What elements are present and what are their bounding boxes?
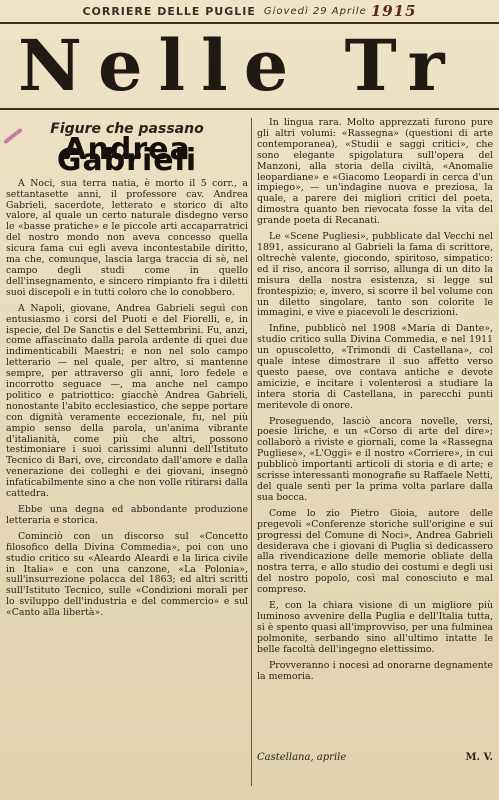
column-divider: [251, 118, 252, 786]
issue-date: Giovedì 29 Aprile: [263, 5, 367, 17]
signature-initials: M. V.: [465, 752, 493, 763]
article-paragraph: Infine, pubblicò nel 1908 «Maria di Dante», studio critico sulla Divina Commedia, e nel 1911 un opuscoletto, «Trimondi di Castellana», col quale intese dimostrare il suo affetto verso questo paese, ove contava antiche e devote amicizie, e incitare i volenterosi a studiare la intera storia di Castellana, in parecchi punti meritevole di onore.: [257, 323, 493, 411]
handwritten-year: 1915: [370, 2, 417, 20]
section-rule: [0, 108, 499, 110]
article-paragraph: A Napoli, giovane, Andrea Gabrieli seguì con entusiasmo i corsi del Puoti e del Fiorelli, e, in ispecie, del De Sanctis e del Settembrini. Fu, anzi, come affascinato dalla parola ardente di quei due indimenticabili Maestri; e non nel solo campo letterario — nel quale, per altro, si mantenne sempre, per attraverso gli anni, loro fedele e incorrotto seguace —, ma anche nel campo politico e patriottico: giacchè Andrea Gabrieli, nonostante l'abito ecclesiastico, che seppe portare con dignità veramente eccezionale, fu, nel più ampio senso della parola, un'anima vibrante d'italianità, come più che altri, possono testimoniare i suoi carissimi alunni dell'Istituto Tecnico di Bari, ove, circondato dall'amore e dalla venerazione dei colleghi e dei giovani, insegnò infaticabilmente sino a che non volle ritirarsi dalla cattedra.: [6, 302, 248, 500]
article-paragraph: In lingua rara. Molto apprezzati furono pure gli altri volumi: «Rassegna» (questioni di arte contemporanea), «Studii e saggi critici», che sono elegante spigolatura sull'opera del Manzoni, alla storia della civiltà, «Anomalie leopardiane» e «Giacomo Leopardi in cerca d'un impiego», — un'indagine nuova e preziosa, la quale, a parere dei migliori critici del poeta, dimostra quanto ben rievocata fosse la vita del grande poeta di Recanati.: [257, 117, 493, 227]
article-paragraph: Provveranno i nocesi ad onorarne degnamente la memoria.: [257, 659, 493, 682]
article-subhead: Figure che passano: [50, 121, 204, 137]
masthead-rule: [0, 22, 499, 24]
article-paragraph: Cominciò con un discorso sul «Concetto filosofico della Divina Commedia», poi con uno studio critico su «Aleardo Aleardi e la lirica civile in Italia» e con una canzone, «La Polonia», sull'insurrezione polacca del 1863; ed altri scritti sull'Istituto Tecnico, sulle «Condizioni morali per lo sviluppo dell'industria e del commercio» e sul «Canto alla libertà».: [6, 530, 248, 619]
article-paragraph: Ebbe una degna ed abbondante produzione letteraria e storica.: [6, 504, 248, 526]
masthead-bar: [0, 0, 499, 22]
article-column-right: [257, 118, 493, 687]
signature-place: Castellana, aprile: [257, 752, 347, 763]
section-title: Nelle Tr: [18, 30, 461, 102]
article-headline: Andrea Gabrieli: [56, 131, 198, 178]
article-signature: [257, 752, 493, 763]
article-paragraph: Come lo zio Pietro Gioia, autore delle pregevoli «Conferenze storiche sull'origine e sui progressi del Comune di Noci», Andrea Gabrieli desiderava che i giovani di Puglia si dedicassero alla rivendicazione delle memorie obliate della nostra terra, e allo studio dei costumi e degli usi del nostro popolo, così mal conosciuto e mal compreso.: [257, 507, 493, 596]
article-paragraph: E, con la chiara visione di un migliore più luminoso avvenire della Puglia e dell'Italia tutta, si è spento quasi all'improvviso, per una fulminea polmonite, serbando sino all'ultimo intatte le belle facoltà dell'ingegno elettissimo.: [257, 600, 493, 655]
article-paragraph: Le «Scene Pugliesi», pubblicate dal Vecchi nel 1891, assicurano al Gabrieli la fama di scrittore, oltrechè valente, giocondo, spiritoso, simpatico: ed il riso, ancora il sorriso, allunga di un dito la misura della nostra esistenza, si legge sul frontespizio; e, invero, si scorre il bel volume con un diletto singolare, tanto son colorite le immagini, e vive e piacevoli le descrizioni.: [257, 231, 493, 319]
article-column-left: [6, 120, 248, 624]
article-paragraph: Proseguendo, lasciò ancora novelle, versi, poesie liriche, e un «Corso di arte del dire»; collaborò a riviste e giornali, come la «Rassegna Pugliese», «L'Oggi» e il nostro «Corriere», in cui pubblicò importanti articoli di storia e di arte; e scrisse interessanti monografie su Raffaele Netti, del quale sentì per la prima volta parlare dalla sua bocca.: [257, 415, 493, 503]
article-paragraph: A Noci, sua terra natia, è morto il 5 corr., a settantasette anni, il professore cav. Andrea Gabrieli, sacerdote, letterato e storico di alto valore, al quale un certo naturale disdegno verso le «basse pratiche» e le piccole arti accaparratrici del nostro mondo non aveva concesso quella sicura fama cui egli aveva incontestabile diritto, ma che, comunque, lascia larga traccia di sè, nel campo degli studi come in quello dell'insegnamento, e sincero rimpianto fra i diletti suoi discepoli e in tutti coloro che lo conobbero.: [6, 177, 248, 298]
newspaper-name: CORRIERE DELLE PUGLIE: [82, 4, 256, 18]
